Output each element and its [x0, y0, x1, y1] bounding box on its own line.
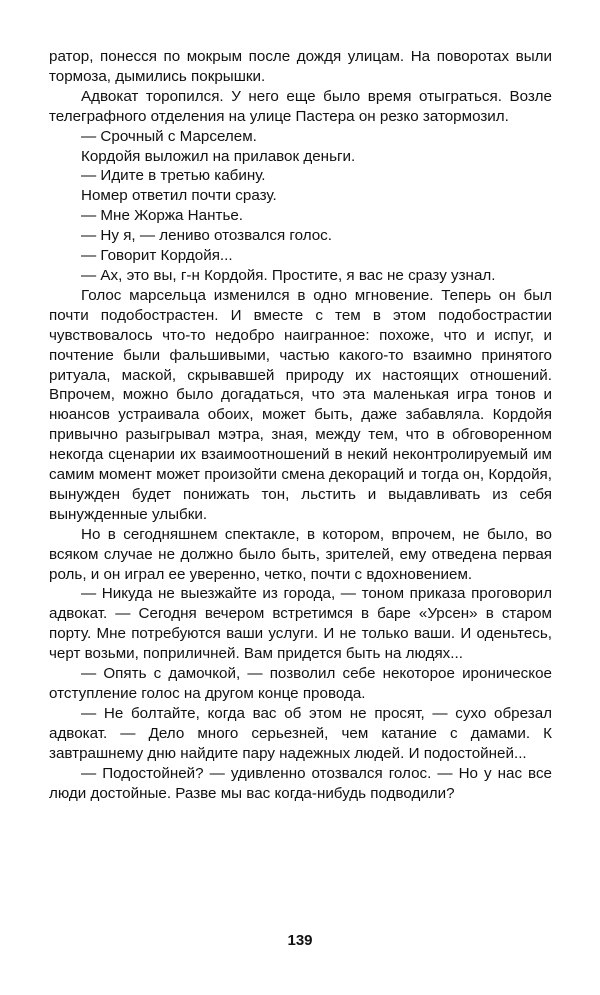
- paragraph: Номер ответил почти сразу.: [81, 187, 277, 205]
- dialogue-line: — Говорит Кордойя...: [81, 247, 233, 265]
- paragraph: Но в сегодняшнем спектакле, в котором, впрочем, не было, во всяком случае не должно было быть, зрителей, ему отведена первая роль, и он играл ее уверенно, четко, почти с вдохновением.: [49, 525, 552, 583]
- dialogue-line: — Никуда не выезжайте из города, — тоном приказа проговорил адвокат. — Сегодня вечером встретимся в баре «Урсен» в старом порту. Мне потребуются ваши услуги. И не только ваши. И оденьтесь, черт возьми, поприличней. Вам придется быть на людях...: [49, 585, 552, 663]
- page-text: [49, 47, 552, 803]
- dialogue-line: — Ах, это вы, г-н Кордойя. Простите, я вас не сразу узнал.: [81, 266, 496, 284]
- paragraph: Адвокат торопился. У него еще было время отыграться. Возле телеграфного отделения на улице Пастера он резко затормозил.: [49, 87, 552, 125]
- paragraph: ратор, понесся по мокрым после дождя улицам. На поворотах выли тормоза, дымились покрышки.: [49, 48, 552, 85]
- dialogue-line: — Опять с дамочкой, — позволил себе некоторое ироническое отступление голос на другом конце провода.: [49, 665, 552, 702]
- dialogue-line: — Идите в третью кабину.: [81, 167, 266, 185]
- dialogue-line: — Подостойней? — удивленно отозвался голос. — Но у нас все люди достойные. Разве мы вас когда-нибудь подводили?: [49, 764, 552, 802]
- paragraph: Кордойя выложил на прилавок деньги.: [81, 147, 356, 165]
- paragraph: Голос марсельца изменился в одно мгновение. Теперь он был почти подобострастен. И вместе с тем в этом подобострастии чувствовалось что-то недобро наигранное: похоже, что и испуг, и почтение были фальшивыми, частью какого-то взаимно принятого ритуала, маской, скрывавшей природу их настоящих отношений. Впрочем, можно было догадаться, что эта маленькая игра тонов и нюансов устраивала обоих, может быть, даже забавляла. Кордойя привычно разыгрывал мэтра, зная, между тем, что в обговоренном некогда сценарии их взаимоотношений в некий неконтролируемый им самим момент может произойти смена декораций и тогда он, Кордойя, вынужден будет понижать тон, льстить и выдавливать из себя вынужденные улыбки.: [49, 286, 552, 523]
- dialogue-line: — Ну я, — лениво отозвался голос.: [81, 227, 332, 245]
- page-number: 139: [287, 932, 313, 949]
- dialogue-line: — Срочный с Марселем.: [81, 127, 257, 145]
- dialogue-line: — Не болтайте, когда вас об этом не просят, — сухо обрезал адвокат. — Дело много серьезней, чем катание с дамами. К завтрашнему дню найдите пару надежных людей. И подостойней...: [49, 704, 552, 762]
- dialogue-line: — Мне Жоржа Нантье.: [81, 207, 244, 225]
